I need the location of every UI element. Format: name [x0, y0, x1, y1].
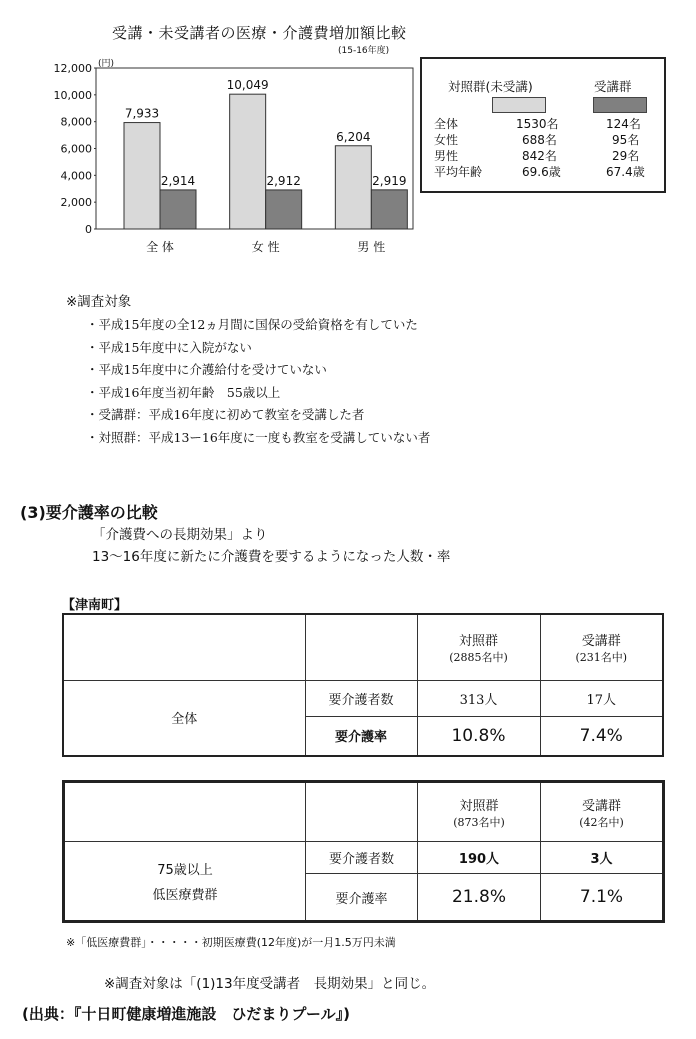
cell-value: 313人: [417, 680, 540, 716]
legend-row: [434, 147, 659, 163]
section-subtitle: 「介護費への長期効果」より: [92, 527, 268, 543]
chart-subtitle: (15-16年度): [338, 46, 390, 56]
x-category-label: 女 性: [251, 240, 280, 254]
bar-value-label: 2,914: [160, 173, 196, 188]
x-category-label: 全 体: [146, 240, 174, 254]
legend-row-control: 688名: [522, 133, 557, 147]
row-group-label: 75歳以上 低医療費群: [64, 842, 306, 922]
bar: [124, 123, 160, 229]
table-row: [63, 680, 663, 716]
care-rate-table-low-cost: [62, 780, 665, 923]
legend-row-control: 69.6歳: [522, 165, 561, 179]
col-header-attendee: 受講群 (42名中): [541, 782, 664, 842]
bar-value-label: 2,919: [372, 173, 407, 188]
section-description: 13〜16年度に新たに介護費を要するようになった人数・率: [92, 549, 451, 565]
source-citation: (出典：『十日町健康増進施設 ひだまりプール』): [22, 1005, 350, 1023]
bar-value-label: 10,049: [226, 78, 269, 93]
cell-value: 190人: [418, 842, 541, 874]
list-item: ・対照群：平成13ー16年度に一度も教室を受講していない者: [86, 429, 431, 445]
legend-swatch-control: [492, 97, 546, 113]
list-item: ・平成15年度中に介護給付を受けていない: [86, 362, 327, 378]
cell-value: 10.8%: [417, 716, 540, 756]
legend-row-attendee: 124名: [606, 117, 641, 131]
legend-row-control: 842名: [522, 149, 557, 163]
cell-value: 21.8%: [418, 874, 541, 922]
col-header-control: 対照群 (873名中): [418, 782, 541, 842]
bar-value-label: 2,912: [266, 173, 301, 188]
row-label: 要介護率: [306, 874, 418, 922]
y-tick-label: 6,000: [60, 142, 92, 156]
y-tick-label: 10,000: [53, 88, 92, 102]
table-corner: [306, 782, 418, 842]
chart-title: 受講・未受講者の医療・介護費増加額比較: [112, 24, 407, 42]
bar: [371, 190, 407, 229]
row-label: 要介護者数: [305, 680, 417, 716]
list-item: ・受講群：平成16年度に初めて教室を受講した者: [86, 407, 365, 423]
list-item: ・平成15年度中に入院がない: [86, 339, 252, 355]
y-axis-ticks: [54, 62, 97, 236]
y-tick-label: 12,000: [53, 62, 92, 75]
table-row: [64, 842, 664, 874]
legend-row: [434, 131, 659, 147]
bars: [124, 78, 407, 229]
footnote-definition: ※「低医療費群」・・・・・初期医療費(12年度)が一月1.5万円未満: [66, 936, 396, 949]
y-tick-label: 4,000: [60, 169, 92, 183]
section-title: (3)要介護率の比較: [20, 503, 158, 522]
legend-table: [420, 57, 666, 193]
care-rate-table-all: [62, 613, 664, 757]
survey-heading: ※調査対象: [66, 294, 132, 310]
footnote-survey: ※調査対象は「(1)13年度受講者 長期効果」と同じ。: [104, 976, 436, 992]
bar: [230, 94, 266, 229]
legend-row-attendee: 29名: [612, 149, 640, 163]
table-corner: [63, 614, 305, 680]
bar: [335, 146, 371, 229]
legend-row-attendee: 95名: [612, 133, 640, 147]
cell-value: 17人: [540, 680, 663, 716]
table-corner: [305, 614, 417, 680]
cell-value: 7.1%: [541, 874, 664, 922]
legend-swatch-attendee: [593, 97, 647, 113]
bar: [160, 190, 196, 229]
legend-row-label: 男性: [434, 149, 459, 163]
x-axis-categories: [146, 239, 385, 254]
survey-list: [86, 314, 430, 450]
legend-row-attendee: 67.4歳: [606, 165, 645, 179]
bar-value-label: 7,933: [124, 106, 160, 121]
table-corner: [64, 782, 306, 842]
x-category-label: 男 性: [357, 240, 386, 254]
y-tick-label: 0: [85, 223, 92, 236]
col-header-attendee: 受講群 (231名中): [540, 614, 663, 680]
list-item: ・平成15年度の全12ヵ月間に国保の受給資格を有していた: [86, 317, 418, 332]
col-header-control: 対照群 (2885名中): [417, 614, 540, 680]
bar-value-label: 6,204: [336, 129, 371, 144]
table-header-row: [63, 614, 663, 680]
legend-row-label: 女性: [434, 133, 459, 147]
table-header-row: [64, 782, 664, 842]
y-tick-label: 2,000: [60, 196, 92, 210]
legend-row: [434, 115, 659, 131]
legend-row: [434, 163, 659, 179]
bar: [266, 190, 302, 229]
row-label: 要介護率: [305, 716, 417, 756]
cell-value: 7.4%: [540, 716, 663, 756]
legend-col-attendee: 受講群: [594, 79, 632, 94]
list-item: ・平成16年度当初年齢 55歳以上: [86, 384, 281, 400]
cell-value: 3人: [541, 842, 664, 874]
legend-row-label: 平均年齢: [434, 165, 483, 179]
legend-col-control: 対照群(未受講): [448, 79, 533, 94]
y-unit-label: (円): [98, 59, 115, 69]
town-label: 【津南町】: [62, 598, 128, 613]
legend-row-label: 全体: [434, 117, 459, 131]
bar-chart: [40, 50, 420, 260]
row-label: 要介護者数: [306, 842, 418, 874]
legend-row-control: 1530名: [516, 117, 559, 131]
row-group-label: 全体: [63, 680, 305, 756]
y-tick-label: 8,000: [60, 115, 92, 129]
